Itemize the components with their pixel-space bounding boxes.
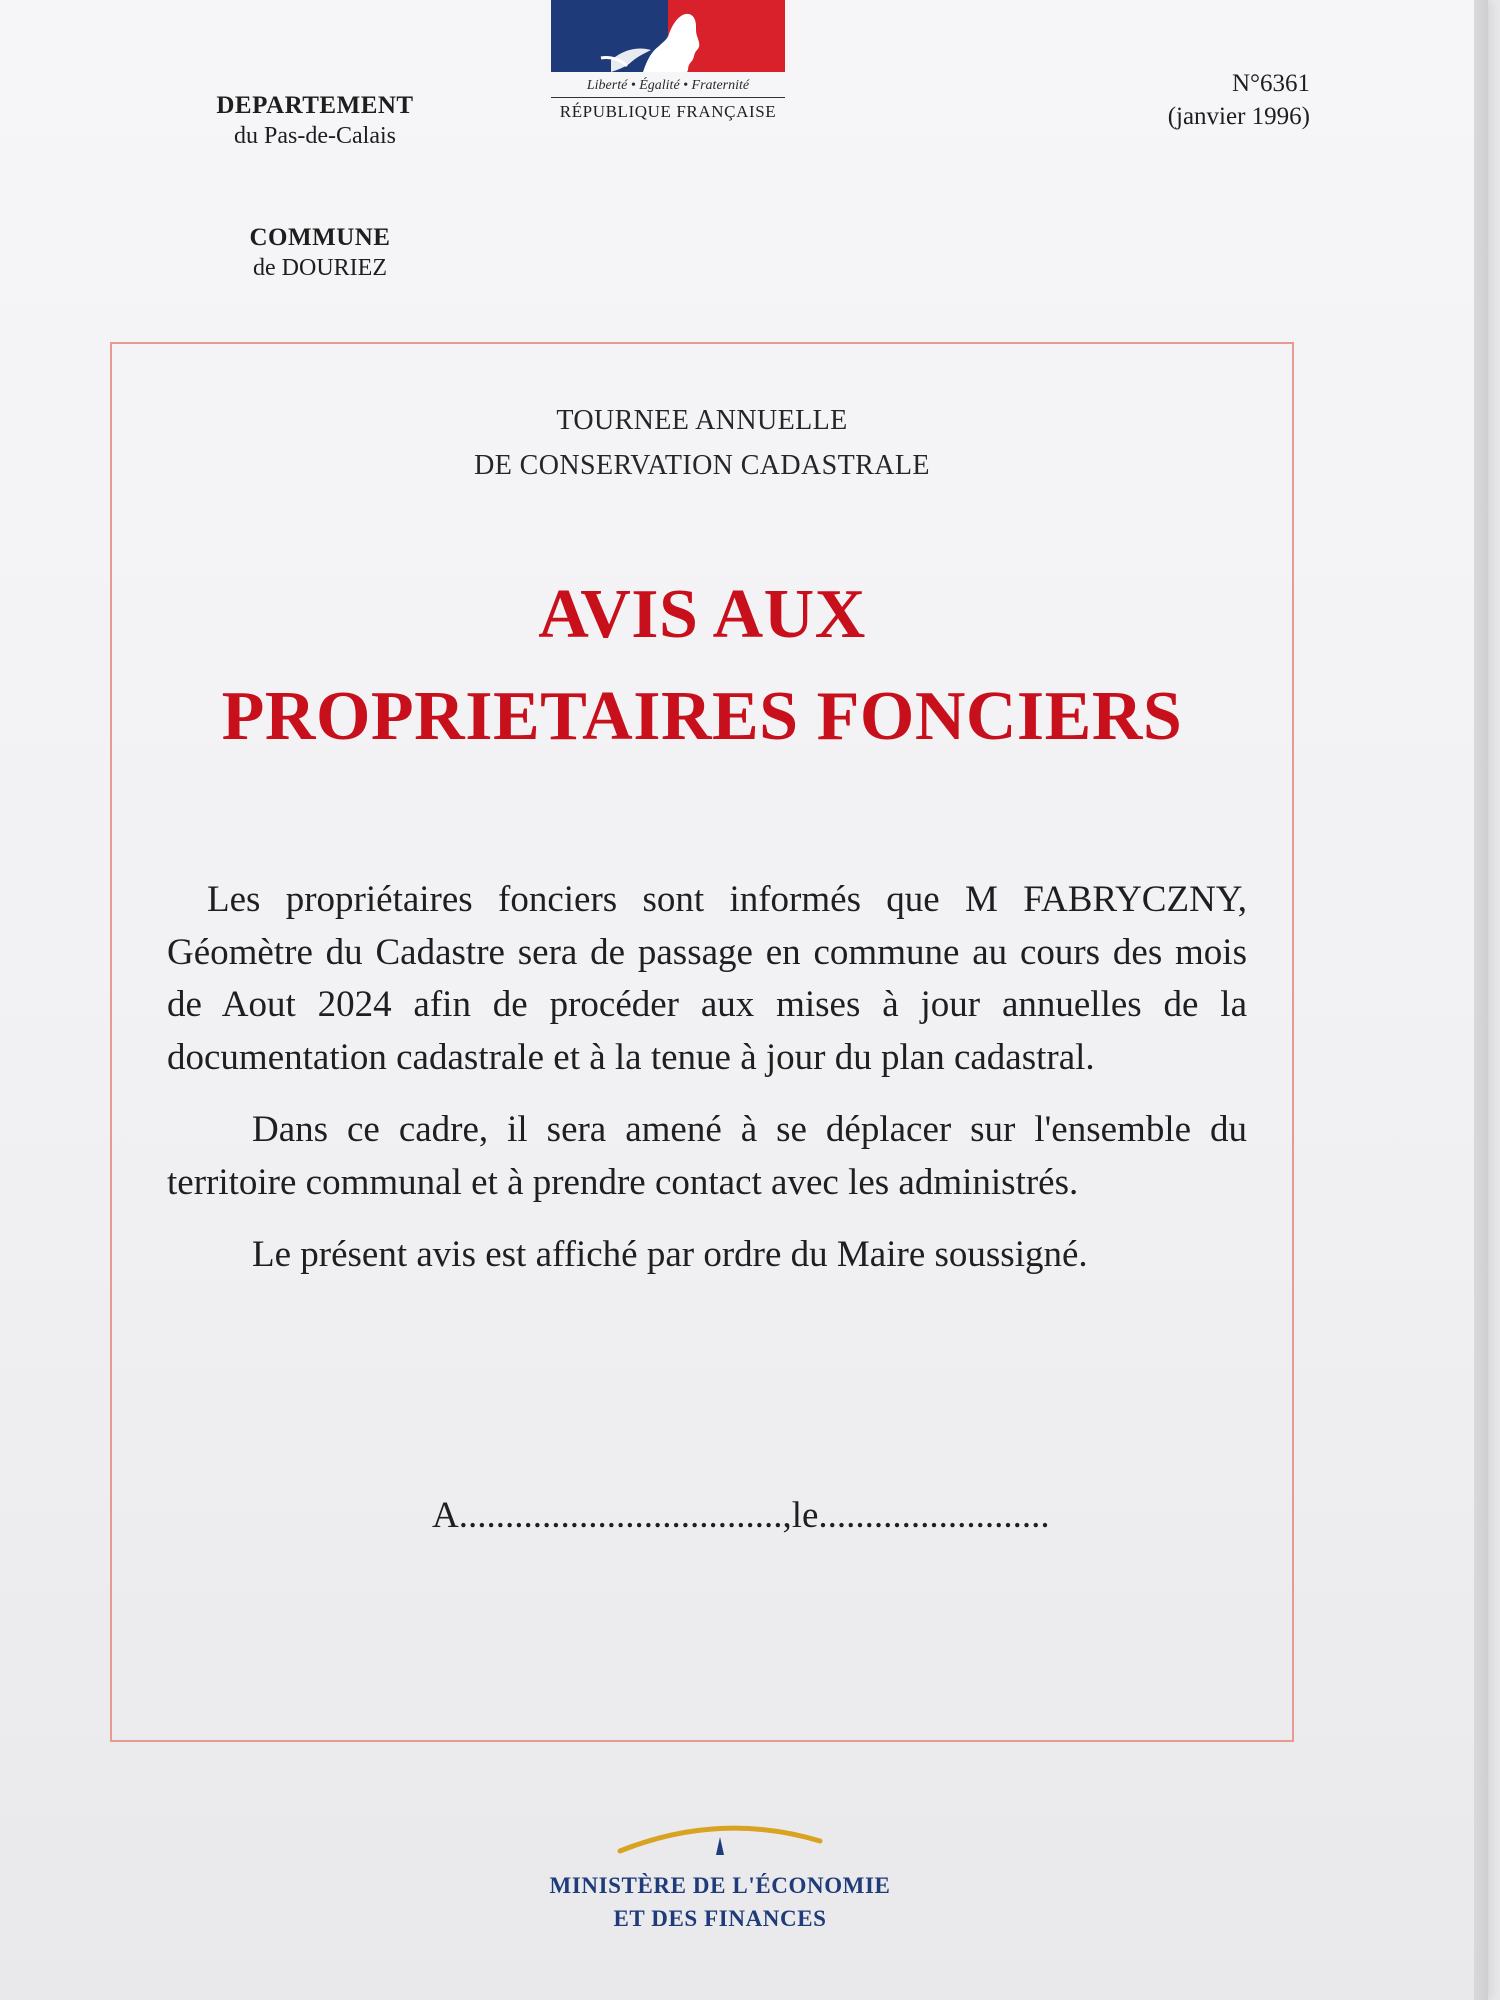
notice-frame <box>110 342 1294 1742</box>
notice-paragraph-3: Le présent avis est affiché par ordre du Maire soussigné. <box>252 1234 1088 1276</box>
commune-name: de DOURIEZ <box>253 255 387 282</box>
ministry-name-line1: MINISTÈRE DE L'ÉCONOMIE <box>549 1873 891 1898</box>
notice-subtitle <box>112 399 1292 489</box>
republique-devise: Liberté • Égalité • Fraternité <box>551 78 785 98</box>
commune-block <box>200 222 440 283</box>
notice-title-line2: PROPRIETAIRES FONCIERS <box>221 677 1183 755</box>
place-date-line: A...................................,le......................... <box>432 1495 1050 1536</box>
departement-block <box>170 90 460 151</box>
notice-subtitle-line2: DE CONSERVATION CADASTRALE <box>474 449 930 481</box>
departement-title: DEPARTEMENT <box>216 92 414 119</box>
republique-logo-block <box>548 0 788 122</box>
notice-paragraph-2: Dans ce cadre, il sera amené à se déplacer sur l'ensemble du territoire communal et à prendre contact avec les administrés. <box>167 1109 1247 1203</box>
republique-name: RÉPUBLIQUE FRANÇAISE <box>559 102 777 121</box>
form-number: N°6361 <box>1231 70 1310 97</box>
notice-paragraph-1: Les propriétaires fonciers sont informés que M FABRYCZNY, Géomètre du Cadastre sera de passage en commune au cours des mois de Aout 2024 afin de procéder aux mises à jour annuelles de la documentation cadastrale et à la tenue à jour du plan cadastral. <box>167 879 1247 1078</box>
marianne-logo-icon <box>551 0 785 72</box>
departement-name: du Pas-de-Calais <box>234 123 396 150</box>
form-date: (janvier 1996) <box>1167 102 1310 130</box>
form-reference <box>1090 68 1310 133</box>
notice-subtitle-line1: TOURNEE ANNUELLE <box>556 405 848 436</box>
page-edge-shadow <box>1474 0 1488 2000</box>
ministry-arc-logo-icon <box>610 1815 830 1861</box>
commune-title: COMMUNE <box>249 224 391 251</box>
ministry-name-line2: ET DES FINANCES <box>613 1906 827 1932</box>
ministry-block <box>520 1815 920 1936</box>
notice-title <box>112 564 1292 767</box>
notice-body <box>167 874 1247 1302</box>
notice-title-line1: AVIS AUX <box>538 576 866 653</box>
